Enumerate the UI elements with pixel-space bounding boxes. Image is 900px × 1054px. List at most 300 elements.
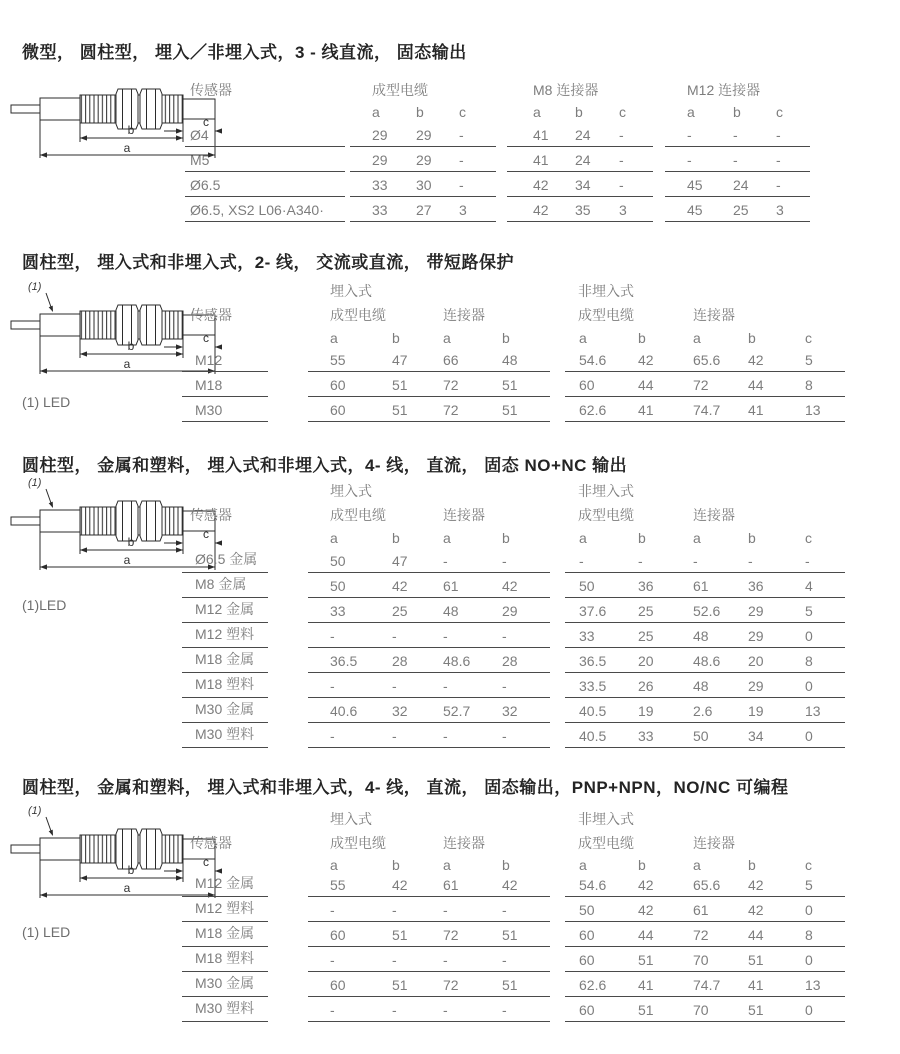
dimension-value: 42 xyxy=(392,877,408,893)
row-underline xyxy=(565,1021,845,1022)
col-b: b xyxy=(733,104,741,120)
dimension-value: - xyxy=(619,177,624,193)
dimension-value: 25 xyxy=(638,603,654,619)
dimension-value: 51 xyxy=(502,977,518,993)
table-row xyxy=(0,723,900,748)
dimension-value: 48.6 xyxy=(443,653,471,669)
dimension-value: 62.6 xyxy=(579,977,607,993)
col-b: b xyxy=(392,330,400,346)
dimension-value: 60 xyxy=(579,927,595,943)
dimension-value: 62.6 xyxy=(579,402,607,418)
dimension-value: 50 xyxy=(330,578,346,594)
dimension-value: - xyxy=(443,678,448,694)
dimension-value: - xyxy=(443,952,448,968)
dimension-value: 29 xyxy=(502,603,518,619)
dimension-value: - xyxy=(748,553,753,569)
table-row xyxy=(0,548,900,573)
col-b: b xyxy=(638,330,646,346)
col-c: c xyxy=(805,857,812,873)
dimension-value: 36.5 xyxy=(330,653,358,669)
dimension-value: - xyxy=(392,952,397,968)
group-header-connector: 连接器 xyxy=(443,307,485,323)
dimension-value: - xyxy=(502,728,507,744)
dimension-value: 51 xyxy=(392,377,408,393)
col-b: b xyxy=(748,530,756,546)
table-supergroup-header xyxy=(0,281,900,301)
col-c: c xyxy=(776,104,783,120)
dimension-value: 45 xyxy=(687,202,703,218)
dimension-value: 20 xyxy=(638,653,654,669)
row-underline xyxy=(308,747,550,748)
col-a: a xyxy=(443,330,451,346)
dimension-value: 44 xyxy=(748,377,764,393)
dimension-value: 40.5 xyxy=(579,728,607,744)
dimension-value: 51 xyxy=(748,952,764,968)
dimension-value: 41 xyxy=(638,402,654,418)
table-row xyxy=(0,598,900,623)
sensor-name: M12 xyxy=(195,352,223,368)
dimension-value: 3 xyxy=(459,202,467,218)
col-a: a xyxy=(687,104,695,120)
col-header-sensor: 传感器 xyxy=(190,307,232,323)
col-a: a xyxy=(693,530,701,546)
dimension-value: 24 xyxy=(575,127,591,143)
dimension-value: - xyxy=(502,553,507,569)
col-b: b xyxy=(416,104,424,120)
dimension-value: 72 xyxy=(443,402,459,418)
group-header-connector: 连接器 xyxy=(693,835,735,851)
dimension-value: 60 xyxy=(579,952,595,968)
row-underline xyxy=(182,747,268,748)
table-body xyxy=(0,122,900,222)
dimension-value: 25 xyxy=(638,628,654,644)
dimension-value: 47 xyxy=(392,553,408,569)
dimension-value: - xyxy=(330,728,335,744)
section-title: 微型， 圆柱型， 埋入／非埋入式，3 - 线直流， 固态输出 xyxy=(22,43,467,62)
col-b: b xyxy=(575,104,583,120)
sensor-name: M30 金属 xyxy=(195,975,255,991)
col-c: c xyxy=(805,530,812,546)
dimension-value: 5 xyxy=(805,352,813,368)
dimension-value: 48 xyxy=(443,603,459,619)
sensor-name: M12 金属 xyxy=(195,601,255,617)
dimension-value: 70 xyxy=(693,1002,709,1018)
table-row xyxy=(0,947,900,972)
dimension-value: 51 xyxy=(392,977,408,993)
table-row xyxy=(0,673,900,698)
dimension-value: 33 xyxy=(372,202,388,218)
col-a: a xyxy=(372,104,380,120)
dimension-value: 42 xyxy=(392,578,408,594)
dimension-value: 60 xyxy=(579,377,595,393)
dimension-value: 47 xyxy=(392,352,408,368)
dimension-value: 72 xyxy=(693,377,709,393)
dimension-value: 51 xyxy=(392,402,408,418)
col-b: b xyxy=(392,530,400,546)
table-row xyxy=(0,147,900,172)
dimension-value: 26 xyxy=(638,678,654,694)
row-underline xyxy=(308,421,550,422)
dimension-value: 42 xyxy=(748,877,764,893)
dimension-value: 0 xyxy=(805,952,813,968)
dimension-value: 54.6 xyxy=(579,352,607,368)
dimension-value: 20 xyxy=(748,653,764,669)
dimension-value: - xyxy=(443,1002,448,1018)
dimension-value: 44 xyxy=(638,377,654,393)
led-note: (1) LED xyxy=(22,394,71,410)
table-row xyxy=(0,372,900,397)
col-a: a xyxy=(533,104,541,120)
row-underline xyxy=(185,221,345,222)
dimension-value: 8 xyxy=(805,927,813,943)
dimension-value: 51 xyxy=(502,402,518,418)
dimension-value: 32 xyxy=(392,703,408,719)
dimension-value: - xyxy=(392,902,397,918)
row-underline xyxy=(350,221,496,222)
dimension-value: - xyxy=(330,952,335,968)
dimension-value: 60 xyxy=(579,1002,595,1018)
dimension-value: 72 xyxy=(443,927,459,943)
dimension-value: 19 xyxy=(638,703,654,719)
dimension-value: 30 xyxy=(416,177,432,193)
dimension-value: 51 xyxy=(638,1002,654,1018)
table-row xyxy=(0,347,900,372)
row-underline xyxy=(182,1021,268,1022)
dimension-value: 34 xyxy=(748,728,764,744)
dimension-value: - xyxy=(502,952,507,968)
dimension-value: 8 xyxy=(805,377,813,393)
dimension-value: 33 xyxy=(330,603,346,619)
dimension-value: 5 xyxy=(805,877,813,893)
dimension-value: 13 xyxy=(805,402,821,418)
non-flush-label: 非埋入式 xyxy=(578,811,634,827)
dimension-value: - xyxy=(330,628,335,644)
dimension-value: 52.7 xyxy=(443,703,471,719)
dimension-value: 27 xyxy=(416,202,432,218)
dimension-value: 25 xyxy=(733,202,749,218)
table-row xyxy=(0,897,900,922)
table-row xyxy=(0,648,900,673)
dimension-value: 35 xyxy=(575,202,591,218)
sensor-name: M5 xyxy=(190,152,210,168)
dimension-value: 42 xyxy=(748,902,764,918)
dimension-value: 33 xyxy=(579,628,595,644)
flush-label: 埋入式 xyxy=(330,283,372,299)
dimension-value: 0 xyxy=(805,628,813,644)
dimension-value: 65.6 xyxy=(693,352,721,368)
dimension-value: 41 xyxy=(638,977,654,993)
dimension-value: 60 xyxy=(330,927,346,943)
sensor-name: M30 塑料 xyxy=(195,1000,255,1016)
dimension-value: - xyxy=(459,152,464,168)
dimension-value: 61 xyxy=(693,902,709,918)
dimension-value: 51 xyxy=(392,927,408,943)
sensor-name: M18 塑料 xyxy=(195,676,255,692)
table-row xyxy=(0,698,900,723)
dimension-value: 0 xyxy=(805,678,813,694)
col-a: a xyxy=(693,857,701,873)
dimension-value: 25 xyxy=(392,603,408,619)
col-a: a xyxy=(579,530,587,546)
section-title: 圆柱型， 埋入式和非埋入式，2- 线， 交流或直流， 带短路保护 xyxy=(22,253,515,272)
dimension-value: - xyxy=(733,152,738,168)
col-a: a xyxy=(579,857,587,873)
dimension-value: 32 xyxy=(502,703,518,719)
dimension-value: 70 xyxy=(693,952,709,968)
dimension-value: 8 xyxy=(805,653,813,669)
dimension-value: - xyxy=(392,628,397,644)
dimension-value: 42 xyxy=(502,877,518,893)
group-header-m12: M12 连接器 xyxy=(687,82,761,98)
dimension-value: 50 xyxy=(693,728,709,744)
dimension-value: - xyxy=(502,678,507,694)
dimension-value: 29 xyxy=(372,127,388,143)
sensor-name: Ø6.5 xyxy=(190,177,221,193)
dimension-value: 51 xyxy=(502,377,518,393)
dimension-value: 42 xyxy=(638,902,654,918)
dimension-value: - xyxy=(330,678,335,694)
led-note: (1)LED xyxy=(22,597,67,613)
dimension-value: - xyxy=(330,902,335,918)
col-b: b xyxy=(748,330,756,346)
col-a: a xyxy=(443,857,451,873)
col-a: a xyxy=(693,330,701,346)
dimension-value: - xyxy=(693,553,698,569)
dimension-value: - xyxy=(392,728,397,744)
dimension-value: 33 xyxy=(638,728,654,744)
dimension-value: 52.6 xyxy=(693,603,721,619)
dimension-value: 42 xyxy=(502,578,518,594)
table-group-header xyxy=(0,305,900,325)
dimension-value: 13 xyxy=(805,977,821,993)
dimension-value: 55 xyxy=(330,352,346,368)
dimension-value: - xyxy=(687,152,692,168)
sensor-name: M30 塑料 xyxy=(195,726,255,742)
dimension-value: 54.6 xyxy=(579,877,607,893)
row-underline xyxy=(182,421,268,422)
dimension-value: 29 xyxy=(372,152,388,168)
dimension-value: - xyxy=(638,553,643,569)
sensor-name: M18 xyxy=(195,377,223,393)
dimension-value: 4 xyxy=(805,578,813,594)
sensor-name: M18 塑料 xyxy=(195,950,255,966)
dimension-value: - xyxy=(443,728,448,744)
dimension-value: - xyxy=(443,628,448,644)
table-body xyxy=(0,548,900,748)
col-header-sensor: 传感器 xyxy=(190,82,232,98)
col-a: a xyxy=(330,857,338,873)
dimension-value: 28 xyxy=(502,653,518,669)
sensor-name: M12 金属 xyxy=(195,875,255,891)
dimension-value: 60 xyxy=(330,977,346,993)
dimension-value: - xyxy=(502,628,507,644)
dimension-value: 50 xyxy=(330,553,346,569)
col-b: b xyxy=(392,857,400,873)
table-row xyxy=(0,573,900,598)
dimension-value: 51 xyxy=(748,1002,764,1018)
sensor-name: M12 塑料 xyxy=(195,626,255,642)
dimension-value: - xyxy=(776,127,781,143)
dimension-value: - xyxy=(776,177,781,193)
sensor-name: M30 xyxy=(195,402,223,418)
sensor-name: M8 金属 xyxy=(195,576,247,592)
led-callout: (1) xyxy=(28,805,42,817)
group-header-molded-cable: 成型电缆 xyxy=(330,507,386,523)
dimension-value: 29 xyxy=(748,603,764,619)
dimension-value: 24 xyxy=(733,177,749,193)
dimension-value: - xyxy=(579,553,584,569)
dimension-value: 72 xyxy=(443,377,459,393)
table-row xyxy=(0,397,900,422)
group-header-molded-cable: 成型电缆 xyxy=(330,835,386,851)
dimension-value: 28 xyxy=(392,653,408,669)
col-b: b xyxy=(638,857,646,873)
dimension-value: 41 xyxy=(748,402,764,418)
dimension-value: 48 xyxy=(693,678,709,694)
dimension-value: 0 xyxy=(805,728,813,744)
row-underline xyxy=(565,747,845,748)
col-header-sensor: 传感器 xyxy=(190,507,232,523)
dimension-value: 33 xyxy=(372,177,388,193)
sensor-name: M30 金属 xyxy=(195,701,255,717)
dimension-value: 74.7 xyxy=(693,977,721,993)
col-b: b xyxy=(502,530,510,546)
dimension-value: - xyxy=(619,152,624,168)
table-group-header xyxy=(0,833,900,853)
col-b: b xyxy=(748,857,756,873)
dimension-value: - xyxy=(392,1002,397,1018)
col-a: a xyxy=(330,330,338,346)
group-header-connector: 连接器 xyxy=(443,835,485,851)
table-row xyxy=(0,172,900,197)
dimension-value: 2.6 xyxy=(693,703,713,719)
table-body xyxy=(0,872,900,1022)
table-row xyxy=(0,997,900,1022)
col-header-sensor: 传感器 xyxy=(190,835,232,851)
table-body xyxy=(0,347,900,422)
dimension-value: 13 xyxy=(805,703,821,719)
dimension-value: 29 xyxy=(748,678,764,694)
group-header-molded-cable: 成型电缆 xyxy=(330,307,386,323)
dimension-value: 44 xyxy=(638,927,654,943)
sensor-name: Ø4 xyxy=(190,127,209,143)
dimension-value: 42 xyxy=(638,877,654,893)
col-c: c xyxy=(459,104,466,120)
dimension-value: 51 xyxy=(638,952,654,968)
dimension-value: 61 xyxy=(693,578,709,594)
dimension-value: - xyxy=(502,1002,507,1018)
dimension-value: 40.6 xyxy=(330,703,358,719)
dimension-value: 42 xyxy=(533,202,549,218)
col-c: c xyxy=(619,104,626,120)
dimension-value: 34 xyxy=(575,177,591,193)
group-header-m8: M8 连接器 xyxy=(533,82,599,98)
row-underline xyxy=(665,221,810,222)
dimension-value: 3 xyxy=(776,202,784,218)
dimension-value: 48 xyxy=(693,628,709,644)
group-header-molded-cable: 成型电缆 xyxy=(578,307,634,323)
dimension-value: 72 xyxy=(693,927,709,943)
dimension-value: 29 xyxy=(748,628,764,644)
table-row xyxy=(0,122,900,147)
dimension-value: 36 xyxy=(748,578,764,594)
section-title: 圆柱型， 金属和塑料， 埋入式和非埋入式，4- 线， 直流， 固态输出，PNP+NPN，NO/NC 可编程 xyxy=(22,778,789,797)
row-underline xyxy=(308,1021,550,1022)
col-a: a xyxy=(330,530,338,546)
dimension-value: - xyxy=(805,553,810,569)
dimension-value: 29 xyxy=(416,152,432,168)
table-row xyxy=(0,623,900,648)
dimension-value: 61 xyxy=(443,578,459,594)
dimension-value: 3 xyxy=(619,202,627,218)
dimension-value: - xyxy=(392,678,397,694)
dimension-value: - xyxy=(687,127,692,143)
table-row xyxy=(0,922,900,947)
dimension-value: 60 xyxy=(330,402,346,418)
sensor-name: M12 塑料 xyxy=(195,900,255,916)
dimension-value: 65.6 xyxy=(693,877,721,893)
dimension-value: 33.5 xyxy=(579,678,607,694)
dimension-value: 42 xyxy=(533,177,549,193)
group-header-connector: 连接器 xyxy=(693,507,735,523)
sensor-name: Ø6.5, XS2 L06·A340· xyxy=(190,202,324,218)
col-a: a xyxy=(443,530,451,546)
dimension-value: 55 xyxy=(330,877,346,893)
dimension-value: 36.5 xyxy=(579,653,607,669)
flush-label: 埋入式 xyxy=(330,811,372,827)
dimension-value: - xyxy=(459,177,464,193)
table-subcol-header xyxy=(0,104,900,124)
dimension-value: 40.5 xyxy=(579,703,607,719)
dimension-value: 48.6 xyxy=(693,653,721,669)
table-row xyxy=(0,197,900,222)
dimension-value: 37.6 xyxy=(579,603,607,619)
flush-label: 埋入式 xyxy=(330,483,372,499)
dimension-value: 48 xyxy=(502,352,518,368)
dimension-value: 0 xyxy=(805,902,813,918)
led-callout: (1) xyxy=(28,281,42,293)
dimension-value: 45 xyxy=(687,177,703,193)
group-header-molded-cable: 成型电缆 xyxy=(372,82,428,98)
led-note: (1) LED xyxy=(22,924,71,940)
dimension-value: 60 xyxy=(330,377,346,393)
group-header-connector: 连接器 xyxy=(693,307,735,323)
dimension-value: - xyxy=(619,127,624,143)
table-group-header xyxy=(0,505,900,525)
dimension-value: 44 xyxy=(748,927,764,943)
dimension-value: 29 xyxy=(416,127,432,143)
dimension-value: - xyxy=(733,127,738,143)
dimension-value: 0 xyxy=(805,1002,813,1018)
col-c: c xyxy=(805,330,812,346)
dimension-value: - xyxy=(443,553,448,569)
group-header-connector: 连接器 xyxy=(443,507,485,523)
led-callout: (1) xyxy=(28,477,42,489)
sensor-name: M18 金属 xyxy=(195,925,255,941)
dimension-value: 50 xyxy=(579,902,595,918)
dimension-value: 36 xyxy=(638,578,654,594)
col-b: b xyxy=(638,530,646,546)
dimension-value: 19 xyxy=(748,703,764,719)
table-group-header xyxy=(0,80,900,100)
dimension-value: 50 xyxy=(579,578,595,594)
dimension-value: - xyxy=(443,902,448,918)
non-flush-label: 非埋入式 xyxy=(578,283,634,299)
table-row xyxy=(0,972,900,997)
dimension-value: 24 xyxy=(575,152,591,168)
non-flush-label: 非埋入式 xyxy=(578,483,634,499)
dimension-value: 61 xyxy=(443,877,459,893)
